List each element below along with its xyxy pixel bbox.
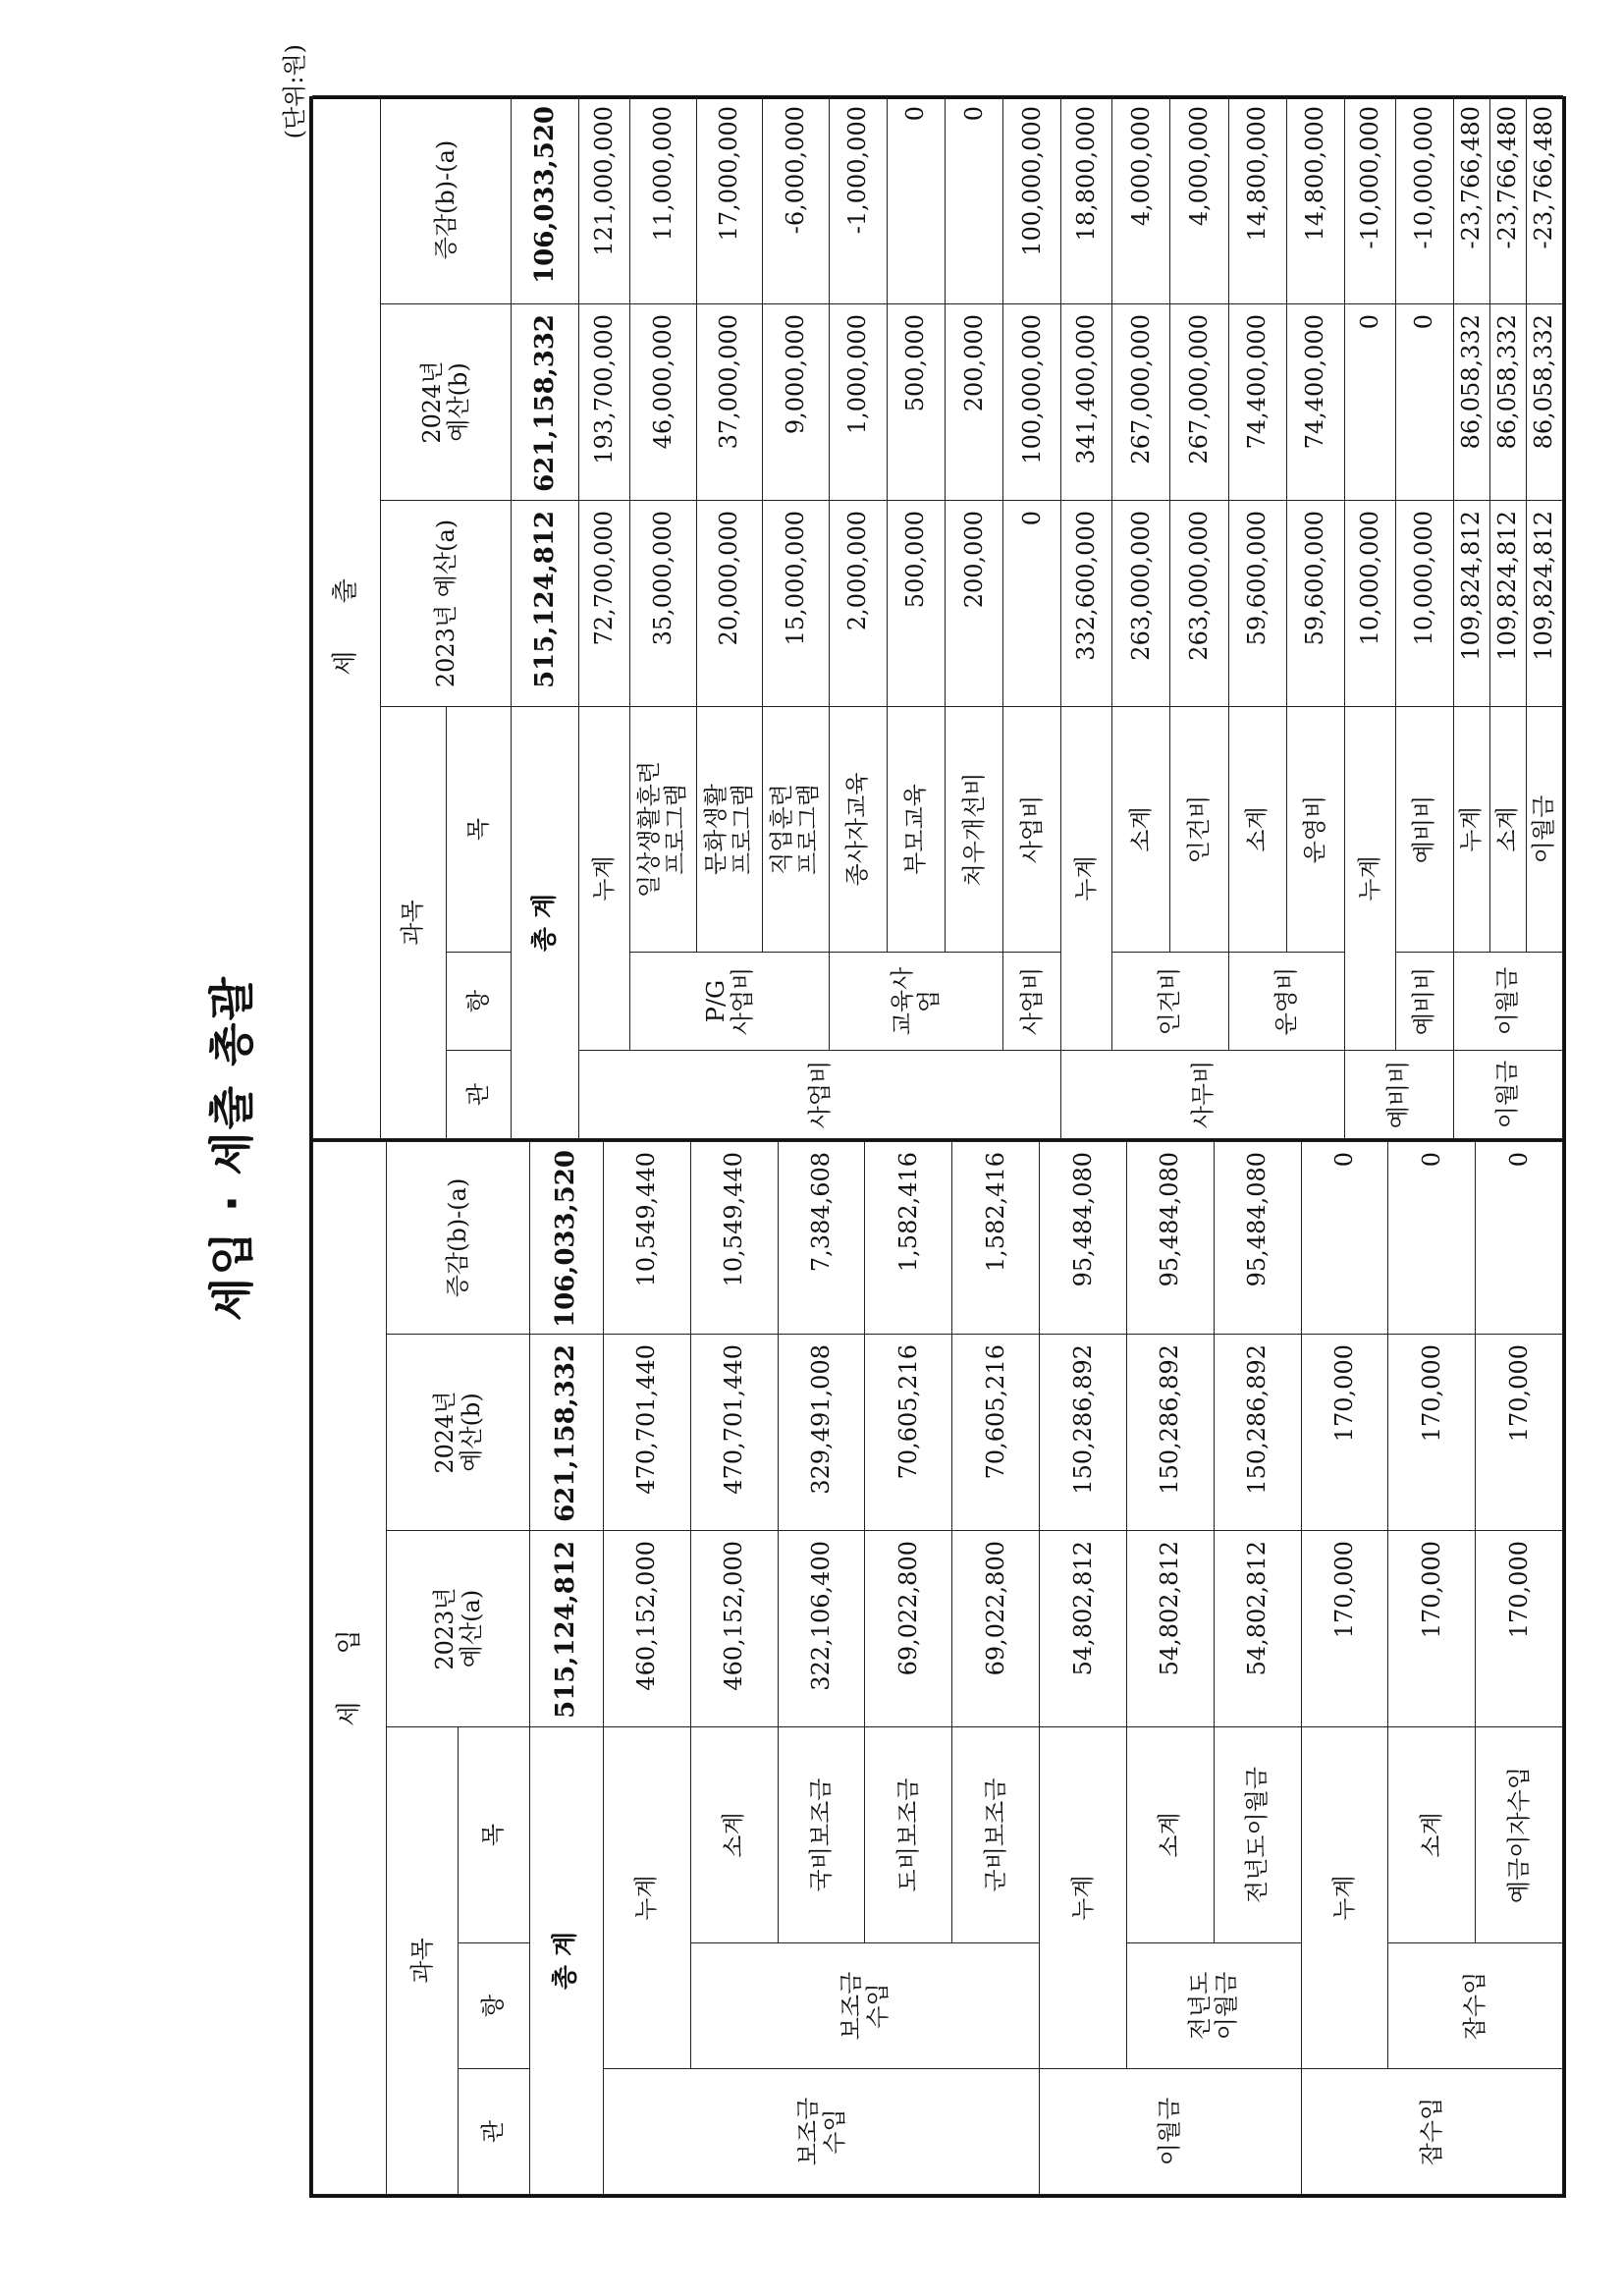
cumulative-row [1344,96,1395,1139]
budget-2023-cell: 54,802,812 [1214,1531,1301,1727]
budget-2023-cell: 20,000,000 [696,501,763,707]
budget-2023-cell: 2,000,000 [829,501,887,707]
budget-2023-cell: 0 [1003,501,1061,707]
subtotal-label: 소계 [1228,707,1286,953]
budget-2024-cell: 9,000,000 [763,304,830,501]
budget-2024-cell: 0 [1344,304,1395,501]
hang-header: 항 [446,953,512,1051]
change-cell: 4,000,000 [1170,96,1228,304]
table-row [1003,96,1061,1139]
change-cell: 0 [1476,1141,1563,1334]
change-cell: 11,000,000 [630,96,697,304]
budget-2024-cell: 86,058,332 [1489,304,1526,501]
budget-2023-cell: 10,000,000 [1344,501,1395,707]
budget-2023-cell: 72,700,000 [579,501,630,707]
budget-2024-cell: 1,000,000 [829,304,887,501]
mok-cell: 직업훈련 프로그램 [763,707,830,953]
expenditure-table [312,95,1563,1139]
budget-2023-cell: 35,000,000 [630,501,697,707]
budget-2023-cell: 69,022,800 [952,1531,1040,1727]
budget-2023-cell: 200,000 [945,501,1002,707]
revenue-table [312,1141,1563,2195]
mok-cell: 일상생활훈련 프로그램 [630,707,697,953]
change-header: 증감(b)-(a) [381,96,512,304]
budget-2024-cell: 70,605,216 [952,1335,1040,1531]
hang-cell: 예비비 [1395,953,1453,1051]
budget-2023-cell: 69,022,800 [865,1531,952,1727]
budget-2024-cell: 150,286,892 [1040,1335,1127,1531]
change-cell: 17,000,000 [696,96,763,304]
change-cell: 10,549,440 [690,1141,778,1334]
budget-2023-cell: 332,600,000 [1061,501,1112,707]
section-title: 세 입 [313,1141,387,2194]
mok-cell: 군비보조금 [952,1727,1040,1943]
budget-2023-cell: 322,106,400 [778,1531,865,1727]
cumulative-row [1040,1141,1127,2194]
gwan-header: 관 [446,1051,512,1139]
budget-2024-cell: 470,701,440 [604,1335,691,1531]
gwan-cell: 이월금 [1453,1051,1562,1139]
cumulative-label: 누계 [1040,1727,1127,2069]
section-header-row [313,96,381,1139]
budget-2023-header: 2023년 예산(a) [381,501,512,707]
change-cell: 1,582,416 [952,1141,1040,1334]
section-header-row [313,1141,387,2194]
budget-2024-cell: 200,000 [945,304,1002,501]
budget-2024-cell: 470,701,440 [690,1335,778,1531]
change-cell: 100,000,000 [1003,96,1061,304]
budget-2023-cell: 515,124,812 [529,1531,603,1727]
mok-cell: 국비보조금 [778,1727,865,1943]
cumulative-row [1301,1141,1388,2194]
subtotal-label: 소계 [1112,707,1170,953]
budget-2023-cell: 170,000 [1301,1531,1388,1727]
change-header: 증감(b)-(a) [387,1141,529,1334]
budget-2023-cell: 263,000,000 [1170,501,1228,707]
gwan-cell: 보조금 수입 [604,2069,1040,2195]
budget-2023-cell: 263,000,000 [1112,501,1170,707]
expenditure-panel [312,96,1563,1139]
change-cell: 0 [1388,1141,1476,1334]
change-cell: -10,000,000 [1395,96,1453,304]
mok-cell: 종사자교육 [829,707,887,953]
table-row [1395,96,1453,1139]
change-cell: 0 [945,96,1002,304]
mok-cell: 운영비 [1286,707,1344,953]
cumulative-row [579,96,630,1139]
hang-cell: 사업비 [1003,953,1061,1051]
budget-2024-cell: 621,158,332 [529,1335,603,1531]
hang-cell: 인건비 [1112,953,1228,1051]
budget-2024-cell: 621,158,332 [512,304,579,501]
budget-2024-cell: 170,000 [1388,1335,1476,1531]
gwan-header: 관 [459,2069,530,2195]
budget-2023-cell: 170,000 [1388,1531,1476,1727]
mok-cell: 처우개선비 [945,707,1002,953]
budget-2023-header: 2023년 예산(a) [387,1531,529,1727]
section-title: 세 출 [313,96,381,1139]
change-cell: 95,484,080 [1040,1141,1127,1334]
mok-cell: 도비보조금 [865,1727,952,1943]
budget-2024-cell: 150,286,892 [1126,1335,1214,1531]
budget-2024-cell: 70,605,216 [865,1335,952,1531]
budget-2024-cell: 329,491,008 [778,1335,865,1531]
budget-2023-cell: 59,600,000 [1286,501,1344,707]
budget-2024-cell: 267,000,000 [1170,304,1228,501]
mok-cell: 부모교육 [887,707,945,953]
cumulative-label: 누계 [1301,1727,1388,2069]
change-cell: -6,000,000 [763,96,830,304]
budget-2024-cell: 170,000 [1476,1335,1563,1531]
cumulative-label: 누계 [579,707,630,1051]
budget-2024-cell: 0 [1395,304,1453,501]
total-label: 총 계 [512,707,579,1139]
change-cell: 18,800,000 [1061,96,1112,304]
budget-2023-cell: 54,802,812 [1126,1531,1214,1727]
unit-label: (단위:원) [281,44,308,139]
cumulative-label: 누계 [1344,707,1395,1051]
total-row [529,1141,603,2194]
budget-2024-cell: 267,000,000 [1112,304,1170,501]
change-cell: 10,549,440 [604,1141,691,1334]
header-row [387,1141,459,2194]
mok-cell: 인건비 [1170,707,1228,953]
subtotal-label: 소계 [1126,1727,1214,1943]
hang-cell: 전년도 이월금 [1126,1943,1301,2069]
change-cell: -1,000,000 [829,96,887,304]
mok-header: 목 [459,1727,530,1943]
mok-cell: 문화생활 프로그램 [696,707,763,953]
table-row [630,96,697,1139]
budget-2023-cell: 10,000,000 [1395,501,1453,707]
budget-2024-cell: 86,058,332 [1526,304,1562,501]
mok-cell: 예금이자수입 [1476,1727,1563,1943]
page-title: 세입 · 세출 총괄 [205,974,258,1322]
budget-2024-cell: 46,000,000 [630,304,697,501]
total-row [512,96,579,1139]
budget-2024-cell: 37,000,000 [696,304,763,501]
change-cell: -10,000,000 [1344,96,1395,304]
change-cell: 95,484,080 [1214,1141,1301,1334]
budget-2024-cell: 341,400,000 [1061,304,1112,501]
subtotal-label: 소계 [690,1727,778,1943]
budget-2023-cell: 109,824,812 [1526,501,1562,707]
cumulative-label: 누계 [1061,707,1112,1051]
budget-2023-cell: 109,824,812 [1489,501,1526,707]
table-row [829,96,887,1139]
mok-cell: 사업비 [1003,707,1061,953]
hang-header: 항 [459,1943,530,2069]
subtotal-row [1126,1141,1214,2194]
change-cell: 7,384,608 [778,1141,865,1334]
budget-2023-cell: 500,000 [887,501,945,707]
mok-cell: 이월금 [1526,707,1562,953]
hang-cell: 이월금 [1453,953,1562,1051]
budget-2023-cell: 109,824,812 [1453,501,1489,707]
budget-2024-cell: 74,400,000 [1286,304,1344,501]
budget-2024-cell: 170,000 [1301,1335,1388,1531]
budget-2024-header: 2024년 예산(b) [387,1335,529,1531]
budget-2023-cell: 59,600,000 [1228,501,1286,707]
budget-2023-cell: 54,802,812 [1040,1531,1127,1727]
hang-cell: 잡수입 [1388,1943,1563,2069]
gwan-cell: 이월금 [1040,2069,1301,2195]
change-cell: 1,582,416 [865,1141,952,1334]
cumulative-row [604,1141,691,2194]
cumulative-label: 누계 [604,1727,691,2069]
gwan-cell: 잡수입 [1301,2069,1563,2195]
cumulative-row [1061,96,1112,1139]
change-cell: 106,033,520 [512,96,579,304]
change-cell: 121,000,000 [579,96,630,304]
cumulative-row [1453,96,1489,1139]
category-header: 과목 [381,707,447,1139]
mok-cell: 예비비 [1395,707,1453,953]
revenue-panel [312,1139,1563,2195]
mok-header: 목 [446,707,512,953]
gwan-cell: 사무비 [1061,1051,1345,1139]
change-cell: -23,766,480 [1526,96,1562,304]
change-cell: 106,033,520 [529,1141,603,1334]
mok-cell: 전년도이월금 [1214,1727,1301,1943]
budget-2023-cell: 170,000 [1476,1531,1563,1727]
subtotal-row [1112,96,1170,1139]
budget-2024-cell: 74,400,000 [1228,304,1286,501]
change-cell: -23,766,480 [1489,96,1526,304]
change-cell: 4,000,000 [1112,96,1170,304]
change-cell: 95,484,080 [1126,1141,1214,1334]
change-cell: 14,800,000 [1286,96,1344,304]
hang-cell: 교육사 업 [829,953,1003,1051]
subtotal-row [1388,1141,1476,2194]
subtotal-row [690,1141,778,2194]
budget-2024-cell: 193,700,000 [579,304,630,501]
total-label: 총 계 [529,1727,603,2195]
subtotal-label: 소계 [1489,707,1526,953]
category-header: 과목 [387,1727,459,2195]
subtotal-row [1228,96,1286,1139]
hang-cell: 보조금 수입 [690,1943,1039,2069]
budget-summary-frame [309,96,1566,2198]
budget-2024-cell: 100,000,000 [1003,304,1061,501]
hang-cell: 운영비 [1228,953,1344,1051]
gwan-cell: 사업비 [579,1051,1061,1139]
change-cell: 0 [1301,1141,1388,1334]
budget-2023-cell: 460,152,000 [604,1531,691,1727]
budget-2024-cell: 500,000 [887,304,945,501]
change-cell: 0 [887,96,945,304]
budget-2023-cell: 15,000,000 [763,501,830,707]
change-cell: 14,800,000 [1228,96,1286,304]
subtotal-label: 소계 [1388,1727,1476,1943]
gwan-cell: 예비비 [1344,1051,1453,1139]
hang-cell: P/G 사업비 [630,953,830,1051]
change-cell: -23,766,480 [1453,96,1489,304]
budget-2024-cell: 150,286,892 [1214,1335,1301,1531]
cumulative-label: 누계 [1453,707,1489,953]
budget-2024-cell: 86,058,332 [1453,304,1489,501]
budget-2023-cell: 515,124,812 [512,501,579,707]
budget-2024-header: 2024년 예산(b) [381,304,512,501]
header-row [381,96,447,1139]
budget-2023-cell: 460,152,000 [690,1531,778,1727]
